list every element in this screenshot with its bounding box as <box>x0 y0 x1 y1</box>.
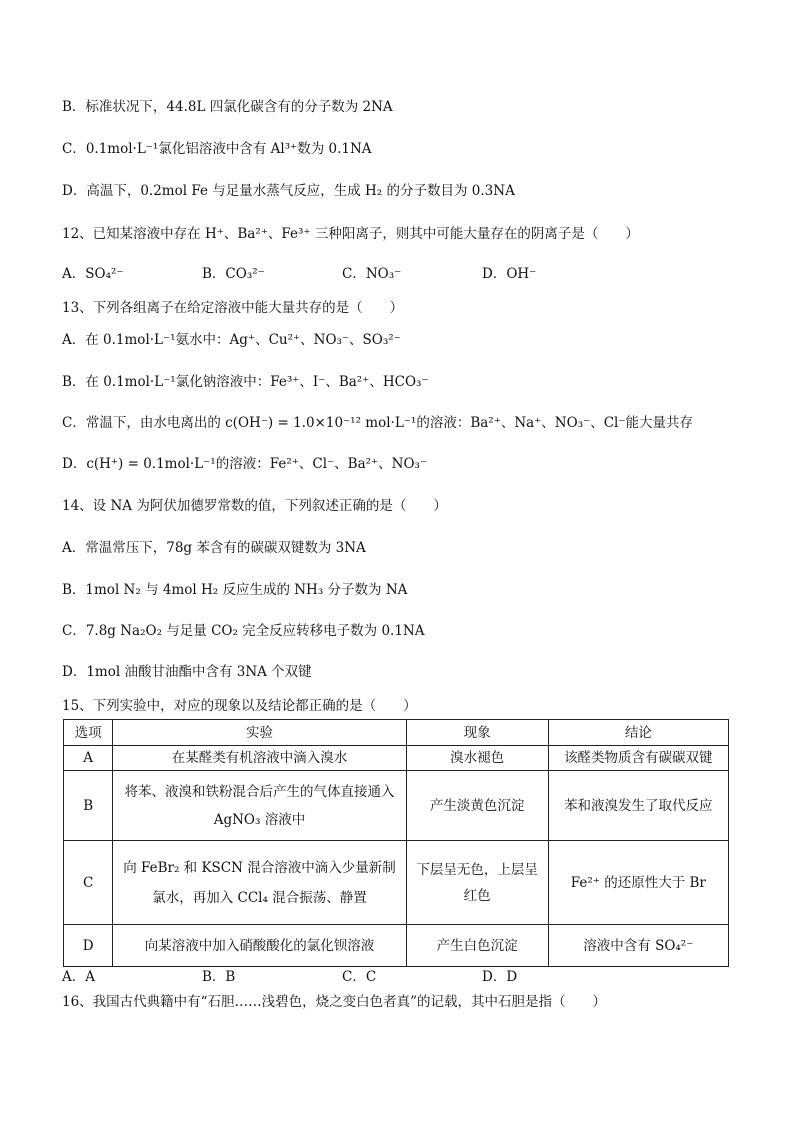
q15-option-b: B．B <box>202 969 236 985</box>
table-row <box>64 841 729 925</box>
table-cell: 溶液中含有 SO₄²⁻ <box>548 925 728 967</box>
table-cell: 下层呈无色，上层呈红色 <box>406 841 548 925</box>
header-phenomenon: 现象 <box>406 720 548 746</box>
q12-option-c: C．NO₃⁻ <box>342 266 402 282</box>
table-row <box>64 925 729 967</box>
table-cell: 产生淡黄色沉淀 <box>406 771 548 841</box>
line-a13: A．在 0.1mol·L⁻¹氨水中：Ag⁺、Cu²⁺、NO₃⁻、SO₃²⁻ <box>62 332 401 348</box>
q15-option-c: C．C <box>342 969 377 985</box>
q12-option-d: D．OH⁻ <box>482 266 537 282</box>
line-b13: B．在 0.1mol·L⁻¹氯化钠溶液中：Fe³⁺、I⁻、Ba²⁺、HCO₃⁻ <box>62 374 429 390</box>
question-12: 12、已知某溶液中存在 H⁺、Ba²⁺、Fe³⁺ 三种阳离子，则其中可能大量存在的阴离子是（ ） <box>62 226 639 242</box>
question-13: 13、下列各组离子在给定溶液中能大量共存的是（ ） <box>62 300 404 316</box>
question-16: 16、我国古代典籍中有“石胆……浅碧色，烧之变白色者真”的记载，其中石胆是指（ ） <box>62 994 606 1010</box>
line-a14: A．常温常压下，78g 苯含有的碳碳双键数为 3NA <box>62 540 366 556</box>
table-cell: 该醛类物质含有碳碳双键 <box>548 746 728 771</box>
table-cell: B <box>64 771 113 841</box>
table-cell: 苯和液溴发生了取代反应 <box>548 771 728 841</box>
table-cell: 溴水褪色 <box>406 746 548 771</box>
question-15: 15、下列实验中，对应的现象以及结论都正确的是（ ） <box>62 698 417 714</box>
table-cell: 向某溶液中加入硝酸酸化的氯化钡溶液 <box>113 925 406 967</box>
q12-option-a: A．SO₄²⁻ <box>62 266 124 282</box>
table-row <box>64 746 729 771</box>
table-cell: Fe²⁺ 的还原性大于 Br <box>548 841 728 925</box>
table-cell: C <box>64 841 113 925</box>
table-header-row <box>64 720 729 746</box>
question-14: 14、设 NA 为阿伏加德罗常数的值，下列叙述正确的是（ ） <box>62 498 447 514</box>
header-conclusion: 结论 <box>548 720 728 746</box>
table-row <box>64 771 729 841</box>
table-cell: 在某醛类有机溶液中滴入溴水 <box>113 746 406 771</box>
line-b14: B．1mol N₂ 与 4mol H₂ 反应生成的 NH₃ 分子数为 NA <box>62 582 408 598</box>
line-c14: C．7.8g Na₂O₂ 与足量 CO₂ 完全反应转移电子数为 0.1NA <box>62 623 425 639</box>
q12-options <box>62 265 536 283</box>
q12-option-b: B．CO₃²⁻ <box>202 266 265 282</box>
table-cell: 向 FeBr₂ 和 KSCN 混合溶液中滴入少量新制氯水，再加入 CCl₄ 混合振荡、静置 <box>113 841 406 925</box>
line-d14: D．1mol 油酸甘油酯中含有 3NA 个双键 <box>62 664 312 680</box>
q15-options <box>62 968 517 986</box>
table-cell: D <box>64 925 113 967</box>
line-d13: D．c(H⁺) = 0.1mol·L⁻¹的溶液：Fe²⁺、Cl⁻、Ba²⁺、NO₃⁻ <box>62 456 428 472</box>
table-cell: A <box>64 746 113 771</box>
line-c13: C．常温下，由水电离出的 c(OH⁻) = 1.0×10⁻¹² mol·L⁻¹的溶液：Ba²⁺、Na⁺、NO₃⁻、Cl⁻能大量共存 <box>62 415 693 431</box>
line-d11: D．高温下，0.2mol Fe 与足量水蒸气反应，生成 H₂ 的分子数目为 0.3NA <box>62 183 515 199</box>
table-cell: 产生白色沉淀 <box>406 925 548 967</box>
line-b11: B．标准状况下，44.8L 四氯化碳含有的分子数为 2NA <box>62 99 393 115</box>
table-cell: 将苯、液溴和铁粉混合后产生的气体直接通入 AgNO₃ 溶液中 <box>113 771 406 841</box>
experiment-table <box>63 719 729 967</box>
header-experiment: 实验 <box>113 720 406 746</box>
header-option: 选项 <box>64 720 113 746</box>
q15-option-d: D．D <box>482 969 518 985</box>
q15-option-a: A．A <box>62 969 95 985</box>
line-c11: C．0.1mol·L⁻¹氯化铝溶液中含有 Al³⁺数为 0.1NA <box>62 141 372 157</box>
